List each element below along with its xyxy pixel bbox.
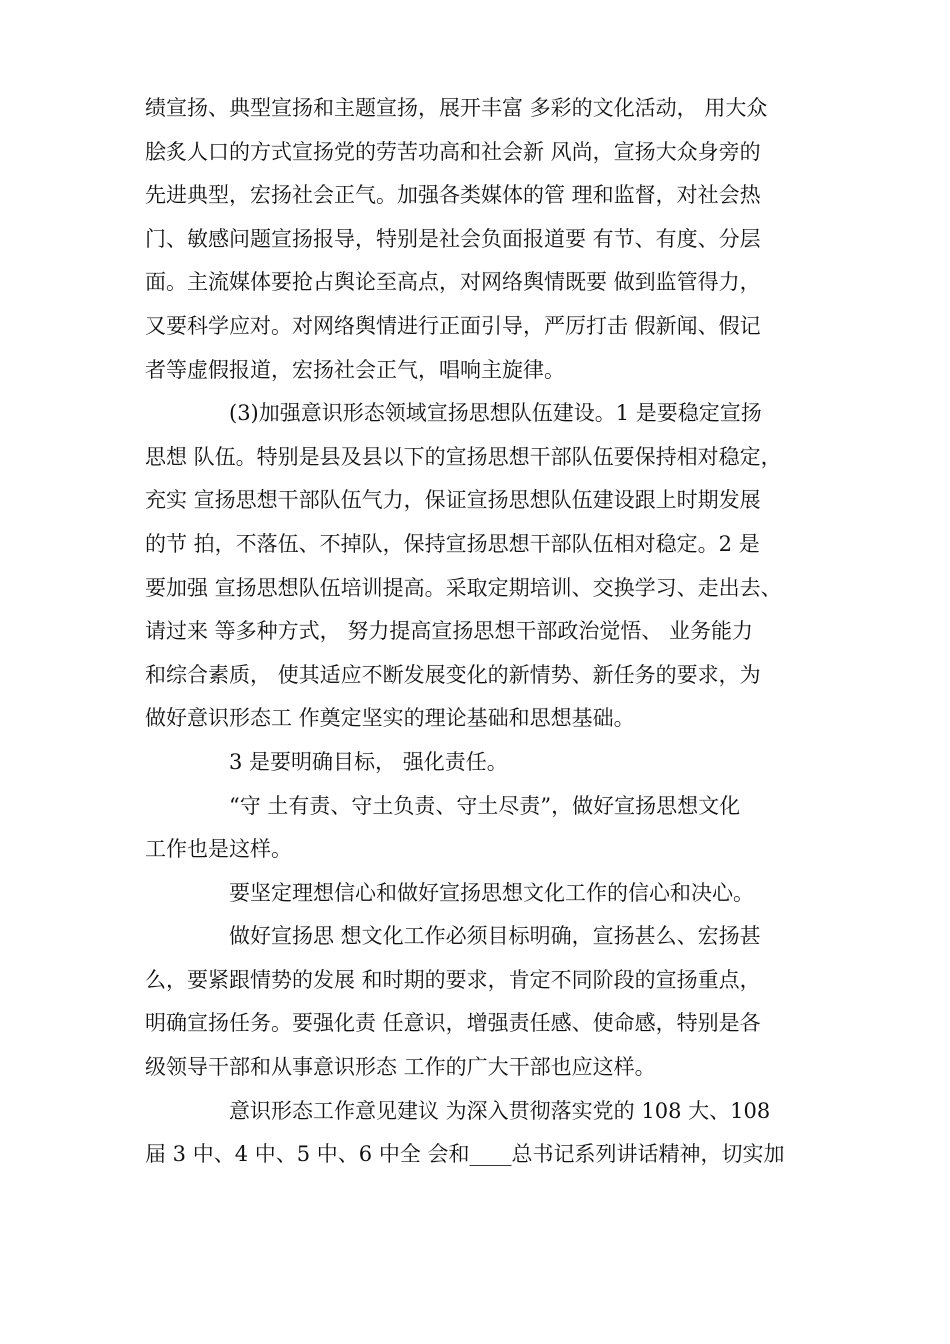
text-line: 么，要紧跟情势的发展 和时期的要求，肯定不同阶段的宣扬重点，	[145, 967, 761, 992]
text-line: 绩宣扬、典型宣扬和主题宣扬，展开丰富 多彩的文化活动， 用大众	[145, 96, 768, 120]
text-line: 要加强 宣扬思想队伍培训提高。采取定期培训、交换学习、走出去、	[145, 575, 782, 600]
text-line: 先进典型，宏扬社会正气。加强各类媒体的管 理和监督，对社会热	[145, 183, 761, 208]
text-line: 明确宣扬任务。要强化责 任意识，增强责任感、使命感，特别是各	[145, 1011, 761, 1036]
text-line: 面。主流媒体要抢占舆论至高点，对网络舆情既要 做到监管得力，	[145, 270, 761, 295]
text-line: 工作也是这样。	[145, 837, 292, 862]
text-line: 请过来 等多种方式， 努力提高宣扬思想干部政治觉悟、 业务能力	[145, 619, 754, 644]
text-line: 脍炙人口的方式宣扬党的劳苦功高和社会新 风尚，宣扬大众身旁的	[145, 139, 761, 164]
text-line: 级领导干部和从事意识形态 工作的广大干部也应这样。	[145, 1055, 656, 1080]
text-line: 者等虚假报道，宏扬社会正气，唱响主旋律。	[145, 357, 565, 382]
text-line: 做好宣扬思 想文化工作必须目标明确，宣扬甚么、宏扬甚	[229, 924, 761, 949]
text-line: 思想 队伍。特别是县及县以下的宣扬思想干部队伍要保持相对稳定，	[145, 444, 782, 469]
text-line: 意识形态工作意见建议 为深入贯彻落实党的 108 大、108	[229, 1098, 771, 1123]
text-line: (3)加强意识形态领域宣扬思想队伍建设。1 是要稳定宣扬	[229, 401, 762, 426]
text-line: 的节 拍，不落伍、不掉队，保持宣扬思想干部队伍相对稳定。2 是	[145, 531, 760, 556]
body-text	[145, 87, 835, 1177]
text-line: 做好意识形态工 作奠定坚实的理论基础和思想基础。	[145, 706, 635, 731]
text-line: 要坚定理想信心和做好宣扬思想文化工作的信心和决心。	[229, 880, 754, 905]
text-line: 3 是要明确目标， 强化责任。	[229, 749, 508, 774]
text-line: 门、敏感问题宣扬报导，特别是社会负面报道要 有节、有度、分层	[145, 226, 761, 251]
text-line: 届 3 中、4 中、5 中、6 中全 会和____总书记系列讲话精神，切实加	[145, 1142, 785, 1167]
text-line: 又要科学应对。对网络舆情进行正面引导，严厉打击 假新闻、假记	[145, 313, 761, 338]
text-line: 充实 宣扬思想干部队伍气力，保证宣扬思想队伍建设跟上时期发展	[145, 488, 761, 513]
text-line: 和综合素质， 使其适应不断发展变化的新情势、新任务的要求，为	[145, 662, 761, 687]
text-line: “守 土有责、守土负责、守土尽责”，做好宣扬思想文化	[229, 793, 741, 818]
